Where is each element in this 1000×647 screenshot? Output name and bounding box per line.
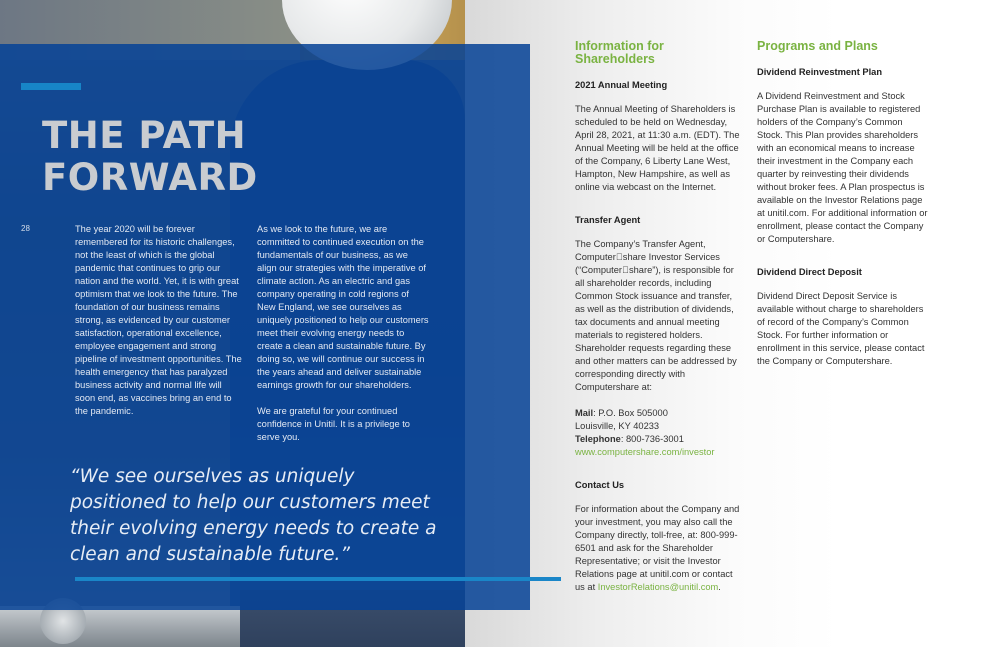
mail-value: : P.O. Box 505000 bbox=[593, 408, 668, 418]
direct-deposit-text: Dividend Direct Deposit Service is available without charge to shareholders of record of the Company’s Common Stock. For further information or enrollment in this service, please contact the Company or Computershare. bbox=[757, 291, 925, 366]
page-title bbox=[42, 115, 372, 199]
dividend-reinvestment-heading: Dividend Reinvestment Plan bbox=[757, 67, 883, 77]
body-column-1 bbox=[75, 223, 243, 431]
contact-us-text bbox=[575, 503, 743, 594]
body-paragraph: The year 2020 will be forever remembered for its historic challenges, not the least of which is the global pandemic that continues to grip our nation and the world. Yet, it is with great optimism that we look to the future. The foundation of our business remains strong, as evidenced by our customer satisfaction, operational excellence, employee engagement and strong pipeline of investment opportunities. The health emergency that has paralyzed business activity and normal life will soon end, as vaccines bring an end to the pandemic. bbox=[75, 224, 242, 416]
shareholders-column bbox=[575, 40, 743, 594]
mail-city: Louisville, KY 40233 bbox=[575, 421, 660, 431]
body-paragraph: We are grateful for your continued confidence in Unitil. It is a privilege to serve you. bbox=[257, 406, 410, 442]
transfer-agent-heading: Transfer Agent bbox=[575, 215, 641, 225]
annual-meeting-heading: 2021 Annual Meeting bbox=[575, 80, 668, 90]
contact-us-body: For information about the Company and your investment, you may also call the Company directly, toll-free, at: 800-999-6501 and ask for the Shareholder Representative; or visit the Investor Relations page at unitil.com or contact us at bbox=[575, 504, 740, 592]
telephone-label: Telephone bbox=[575, 434, 621, 444]
body-paragraph: As we look to the future, we are committed to continued execution on the fundamentals of our business, as we align our strategies with the imperative of climate action. As an electric and gas company operating in cold regions of New England, we see ourselves as uniquely positioned to help our customers meet their evolving energy needs to create a clean and sustainable future. By doing so, we will continue our success in the years ahead and deliver sustainable earnings growth for our shareholders. bbox=[257, 224, 429, 390]
contact-us-end: . bbox=[718, 582, 721, 592]
investor-relations-email-link[interactable]: InvestorRelations@unitil.com bbox=[597, 582, 719, 592]
transfer-agent-text: The Company’s Transfer Agent, Computer￾share Investor Services (“Computer￾share”), is responsible for all shareholder records, including Common Stock issuance and transfer, as well as the distribution of dividends, tax documents and annual meeting materials to registered holders. Shareholder requests regarding these and other matters can be addressed by corresponding directly with Computershare at: bbox=[575, 239, 737, 392]
quote-underline bbox=[75, 577, 561, 581]
page-number: 28 bbox=[21, 224, 30, 233]
plans-heading: Programs and Plans bbox=[757, 39, 878, 53]
contact-us-heading: Contact Us bbox=[575, 480, 625, 490]
plans-column bbox=[757, 40, 929, 368]
mail-address-line bbox=[575, 407, 743, 420]
telephone-line bbox=[575, 433, 743, 446]
direct-deposit-heading: Dividend Direct Deposit bbox=[757, 267, 862, 277]
gas-pipe-image bbox=[0, 606, 240, 647]
telephone-value: : 800-736-3001 bbox=[620, 434, 684, 444]
pull-quote: “We see ourselves as uniquely positioned to help our customers meet their evolving energy needs to create a clean and sustainable future.” bbox=[70, 466, 437, 565]
title-line-1: THE PATH bbox=[42, 114, 247, 157]
dividend-reinvestment-text: A Dividend Reinvestment and Stock Purchase Plan is available to registered holders of the Company’s Common Stock. This Plan provides shareholders with an economical means to increase their investment in the Company each quarter by reinvesting their dividends without broker fees. A Plan prospectus is available on the Investor Relations page at unitil.com. For additional information or enrollment, please contact the Company or Computershare. bbox=[757, 91, 928, 244]
annual-meeting-text: The Annual Meeting of Shareholders is scheduled to be held on Wednesday, April 28, 2021, at 11:30 a.m. (EDT). The Annual Meeting will be held at the office of the Company, 6 Liberty Lane West, Hampton, New Hampshire, as well as online via webcast on the Internet. bbox=[575, 104, 740, 192]
mail-label: Mail bbox=[575, 408, 594, 418]
title-line-2: FORWARD bbox=[42, 156, 258, 199]
accent-bar bbox=[21, 83, 81, 90]
body-column-2 bbox=[257, 223, 429, 457]
shareholders-heading: Information for Shareholders bbox=[575, 39, 664, 66]
computershare-link[interactable]: www.computershare.com/investor bbox=[575, 447, 715, 457]
